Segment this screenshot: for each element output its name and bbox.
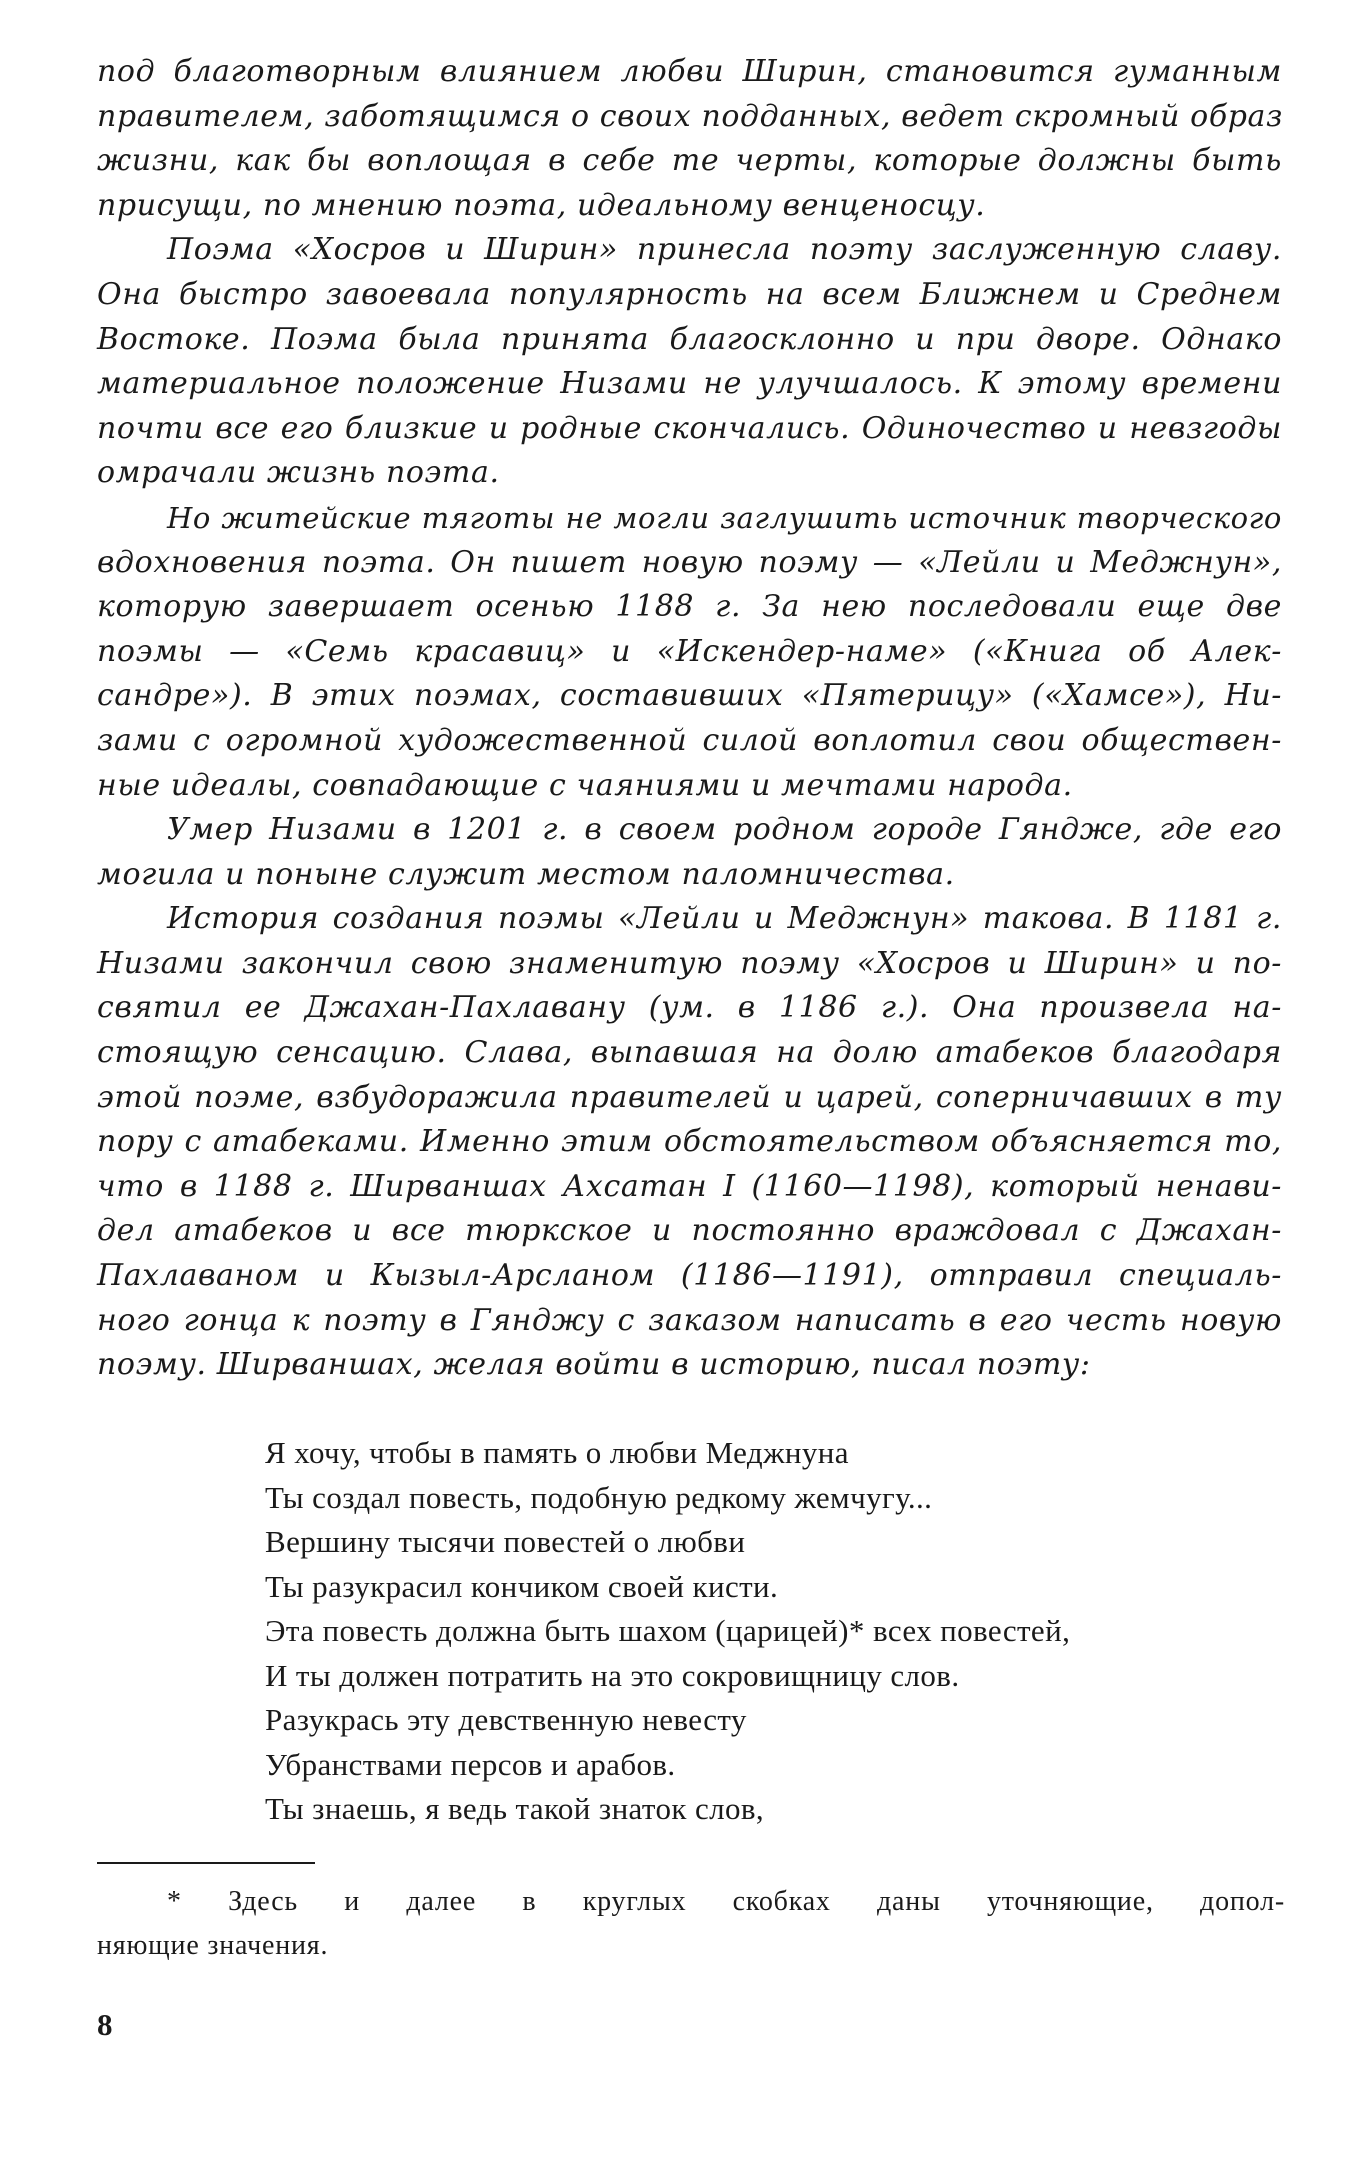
body-line: правителем, заботящимся о своих подданных, ведет скромный образ (97, 98, 1283, 134)
body-line: материальное положение Низами не улучшалось. К этому времени (97, 366, 1282, 402)
verse-line: Я хочу, чтобы в память о любви Меджнуна (265, 1435, 849, 1470)
body-line: почти все его близкие и родные скончались. Одиночество и невзгоды (97, 410, 1282, 446)
body-line: Умер Низами в 1201 г. в своем родном городе Гяндже, где его (167, 812, 1282, 848)
body-line: стоящую сенсацию. Слава, выпавшая на долю атабеков благодаря (97, 1035, 1282, 1071)
verse-line: Вершину тысячи повестей о любви (265, 1524, 746, 1559)
verse-line: И ты должен потратить на это сокровищницу слов. (265, 1657, 960, 1693)
body-line: поэмы — «Семь красавиц» и «Искендер-наме» («Книга об Алек- (97, 633, 1282, 669)
body-line: сандре»). В этих поэмах, составивших «Пятерицу» («Хамсе»), Ни- (97, 678, 1282, 714)
body-line: жизни, как бы воплощая в себе те черты, которые должны быть (97, 143, 1282, 179)
body-line: вдохновения поэта. Он пишет новую поэму — «Лейли и Меджнун», (97, 544, 1282, 580)
body-line: Поэма «Хосров и Ширин» принесла поэту заслуженную славу. (167, 232, 1282, 268)
footnote-line: * Здесь и далее в круглых скобках даны уточняющие, допол- (167, 1886, 1285, 1917)
body-line: святил ее Джахан-Пахлавану (ум. в 1186 г.). Она произвела на- (97, 990, 1282, 1026)
verse-line: Эта повесть должна быть шахом (царицей)* всех повестей, (265, 1613, 1071, 1648)
body-line: Низами закончил свою знаменитую поэму «Хосров и Ширин» и по- (97, 945, 1282, 981)
body-line: могила и поныне служит местом паломничества. (97, 856, 955, 892)
footnote-line: няющие значения. (97, 1930, 329, 1961)
body-line: Она быстро завоевала популярность на всем Ближнем и Среднем (97, 276, 1282, 312)
body-line: омрачали жизнь поэта. (97, 455, 500, 491)
page-number: 8 (97, 2007, 113, 2042)
body-line: что в 1188 г. Ширваншах Ахсатан I (1160—1198), который ненави- (97, 1168, 1282, 1204)
body-line: дел атабеков и все тюркское и постоянно враждовал с Джахан- (97, 1213, 1282, 1249)
verse-line: Ты создал повесть, подобную редкому жемчугу... (265, 1479, 933, 1515)
verse-line: Убранствами персов и арабов. (265, 1746, 676, 1782)
body-line: Востоке. Поэма была принята благосклонно и при дворе. Однако (97, 321, 1282, 357)
body-text (97, 50, 1282, 1388)
body-line: присущи, по мнению поэта, идеальному венценосцу. (97, 187, 986, 223)
body-line: зами с огромной художественной силой воплотил свои обществен- (97, 722, 1282, 758)
body-line: ного гонца к поэту в Гянджу с заказом написать в его честь новую (97, 1302, 1282, 1338)
body-line: ные идеалы, совпадающие с чаяниями и мечтами народа. (97, 767, 1073, 803)
footnote-divider (97, 1862, 315, 1864)
body-line: под благотворным влиянием любви Ширин, становится гуманным (97, 54, 1282, 89)
verse-line: Разукрась эту девственную невесту (265, 1702, 747, 1737)
verse-quote (265, 1431, 1285, 1832)
body-line: История создания поэмы «Лейли и Меджнун» такова. В 1181 г. (167, 901, 1282, 937)
body-line: Пахлаваном и Кызыл-Арсланом (1186—1191), отправил специаль- (97, 1258, 1282, 1294)
body-line: поэму. Ширваншах, желая войти в историю, писал поэту: (97, 1347, 1091, 1383)
body-line: этой поэме, взбудоражила правителей и царей, соперничавших в ту (97, 1079, 1282, 1115)
body-line: пору с атабеками. Именно этим обстоятельством объясняется то, (97, 1124, 1282, 1160)
body-line: которую завершает осенью 1188 г. За нею последовали еще две (97, 589, 1282, 625)
footnote (97, 1880, 1285, 1968)
body-line: Но житейские тяготы не могли заглушить источник творческого (167, 500, 1282, 535)
verse-line: Ты разукрасил кончиком своей кисти. (265, 1568, 779, 1604)
verse-line: Ты знаешь, я ведь такой знаток слов, (265, 1791, 765, 1826)
